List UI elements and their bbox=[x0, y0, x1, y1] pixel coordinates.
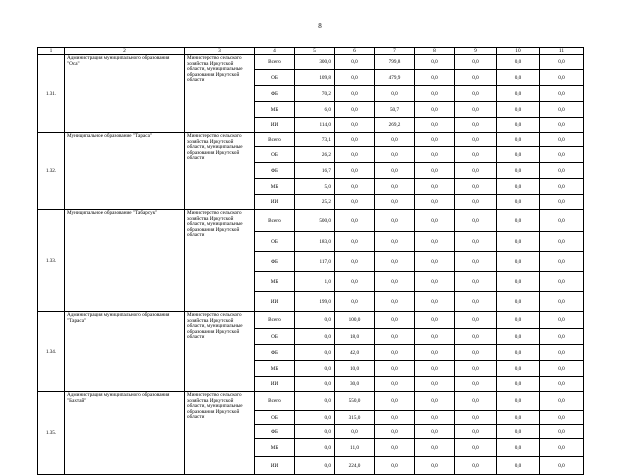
table-row bbox=[38, 133, 584, 147]
amount-cell: 0,0 bbox=[335, 272, 375, 292]
amount-cell: 0,0 bbox=[415, 55, 455, 70]
amount-cell: 0,0 bbox=[335, 118, 375, 133]
amount-cell: 0,0 bbox=[415, 377, 455, 392]
amount-cell: 0,0 bbox=[497, 179, 540, 195]
amount-cell: 0,0 bbox=[415, 86, 455, 102]
amount-cell: 0,0 bbox=[455, 102, 497, 118]
amount-cell: 0,0 bbox=[375, 292, 415, 312]
amount-cell: 0,0 bbox=[415, 439, 455, 457]
header-row bbox=[38, 48, 584, 55]
amount-cell: 109,8 bbox=[295, 70, 335, 86]
amount-cell: 0,0 bbox=[540, 210, 584, 232]
funding-source: ОБ bbox=[255, 411, 295, 425]
organization-name: Администрация муниципального образования "Оса" bbox=[65, 55, 185, 133]
amount-cell: 0,0 bbox=[540, 86, 584, 102]
amount-cell: 0,0 bbox=[540, 377, 584, 392]
amount-cell: 25,2 bbox=[295, 195, 335, 210]
funding-source: ОБ bbox=[255, 232, 295, 252]
amount-cell: 30,0 bbox=[335, 377, 375, 392]
header-cell: 8 bbox=[415, 48, 455, 55]
amount-cell: 0,0 bbox=[497, 345, 540, 361]
amount-cell: 100,0 bbox=[335, 312, 375, 329]
amount-cell: 0,0 bbox=[335, 163, 375, 179]
amount-cell: 269,2 bbox=[375, 118, 415, 133]
table-row bbox=[38, 392, 584, 411]
funding-source: Всего bbox=[255, 210, 295, 232]
table-row bbox=[38, 312, 584, 329]
amount-cell: 0,0 bbox=[540, 292, 584, 312]
amount-cell: 18,0 bbox=[335, 329, 375, 345]
amount-cell: 0,0 bbox=[375, 252, 415, 272]
amount-cell: 0,0 bbox=[415, 210, 455, 232]
amount-cell: 0,0 bbox=[455, 329, 497, 345]
amount-cell: 70,2 bbox=[295, 86, 335, 102]
funding-source: МБ bbox=[255, 361, 295, 377]
amount-cell: 0,0 bbox=[540, 329, 584, 345]
amount-cell: 199,0 bbox=[295, 292, 335, 312]
funding-source: Всего bbox=[255, 312, 295, 329]
amount-cell: 73,1 bbox=[295, 133, 335, 147]
amount-cell: 0,0 bbox=[455, 292, 497, 312]
amount-cell: 0,0 bbox=[540, 179, 584, 195]
amount-cell: 0,0 bbox=[455, 345, 497, 361]
amount-cell: 0,0 bbox=[375, 163, 415, 179]
amount-cell: 0,0 bbox=[375, 147, 415, 163]
funding-source: МБ bbox=[255, 272, 295, 292]
amount-cell: 0,0 bbox=[295, 457, 335, 475]
funding-source: ИИ bbox=[255, 118, 295, 133]
amount-cell: 0,0 bbox=[540, 163, 584, 179]
amount-cell: 0,0 bbox=[455, 252, 497, 272]
amount-cell: 0,0 bbox=[375, 411, 415, 425]
amount-cell: 0,0 bbox=[295, 411, 335, 425]
amount-cell: 0,0 bbox=[540, 195, 584, 210]
amount-cell: 50,7 bbox=[375, 102, 415, 118]
amount-cell: 0,0 bbox=[335, 147, 375, 163]
header-cell: 7 bbox=[375, 48, 415, 55]
amount-cell: 0,0 bbox=[415, 411, 455, 425]
amount-cell: 5,0 bbox=[295, 179, 335, 195]
amount-cell: 0,0 bbox=[455, 70, 497, 86]
amount-cell: 26,2 bbox=[295, 147, 335, 163]
amount-cell: 0,0 bbox=[540, 361, 584, 377]
amount-cell: 0,0 bbox=[540, 425, 584, 439]
amount-cell: 0,0 bbox=[540, 312, 584, 329]
amount-cell: 0,0 bbox=[415, 163, 455, 179]
amount-cell: 500,0 bbox=[295, 210, 335, 232]
item-number: 1.35. bbox=[38, 392, 65, 475]
amount-cell: 0,0 bbox=[497, 361, 540, 377]
amount-cell: 0,0 bbox=[497, 118, 540, 133]
amount-cell: 0,0 bbox=[375, 425, 415, 439]
amount-cell: 0,0 bbox=[295, 361, 335, 377]
budget-table bbox=[37, 47, 584, 475]
amount-cell: 0,0 bbox=[335, 232, 375, 252]
amount-cell: 0,0 bbox=[335, 252, 375, 272]
responsible-ministry: Министерство сельского хозяйства Иркутской области, муниципальные образования Иркутской области bbox=[185, 312, 255, 392]
amount-cell: 300,0 bbox=[295, 55, 335, 70]
header-cell: 3 bbox=[185, 48, 255, 55]
organization-name: Муниципальное образование "Табарсук" bbox=[65, 210, 185, 312]
funding-source: ИИ bbox=[255, 195, 295, 210]
organization-name: Муниципальное образование "Тараса" bbox=[65, 133, 185, 210]
amount-cell: 0,0 bbox=[497, 86, 540, 102]
item-number: 1.33. bbox=[38, 210, 65, 312]
amount-cell: 0,0 bbox=[497, 70, 540, 86]
amount-cell: 6,0 bbox=[295, 102, 335, 118]
funding-source: ФБ bbox=[255, 163, 295, 179]
amount-cell: 10,0 bbox=[335, 361, 375, 377]
amount-cell: 0,0 bbox=[540, 439, 584, 457]
amount-cell: 479,9 bbox=[375, 70, 415, 86]
amount-cell: 0,0 bbox=[455, 361, 497, 377]
amount-cell: 0,0 bbox=[375, 210, 415, 232]
responsible-ministry: Министерство сельского хозяйства Иркутской области, муниципальные образования Иркутской области bbox=[185, 210, 255, 312]
amount-cell: 0,0 bbox=[455, 86, 497, 102]
header-cell: 1 bbox=[38, 48, 65, 55]
amount-cell: 0,0 bbox=[375, 195, 415, 210]
amount-cell: 0,0 bbox=[295, 329, 335, 345]
amount-cell: 0,0 bbox=[455, 377, 497, 392]
amount-cell: 0,0 bbox=[415, 118, 455, 133]
header-cell: 6 bbox=[335, 48, 375, 55]
amount-cell: 0,0 bbox=[375, 133, 415, 147]
amount-cell: 0,0 bbox=[455, 195, 497, 210]
amount-cell: 0,0 bbox=[455, 272, 497, 292]
amount-cell: 0,0 bbox=[455, 439, 497, 457]
amount-cell: 183,0 bbox=[295, 232, 335, 252]
amount-cell: 0,0 bbox=[295, 439, 335, 457]
amount-cell: 0,0 bbox=[455, 55, 497, 70]
amount-cell: 0,0 bbox=[415, 102, 455, 118]
amount-cell: 0,0 bbox=[415, 312, 455, 329]
amount-cell: 0,0 bbox=[497, 272, 540, 292]
amount-cell: 0,0 bbox=[497, 292, 540, 312]
funding-source: ФБ bbox=[255, 345, 295, 361]
amount-cell: 0,0 bbox=[497, 425, 540, 439]
amount-cell: 0,0 bbox=[455, 118, 497, 133]
amount-cell: 0,0 bbox=[295, 392, 335, 411]
amount-cell: 0,0 bbox=[497, 252, 540, 272]
responsible-ministry: Министерство сельского хозяйства Иркутской области, муниципальные образования Иркутской области bbox=[185, 133, 255, 210]
amount-cell: 0,0 bbox=[335, 210, 375, 232]
item-number: 1.32. bbox=[38, 133, 65, 210]
amount-cell: 0,0 bbox=[497, 411, 540, 425]
header-cell: 11 bbox=[540, 48, 584, 55]
amount-cell: 0,0 bbox=[335, 70, 375, 86]
responsible-ministry: Министерство сельского хозяйства Иркутской области, муниципальные образования Иркутской области bbox=[185, 55, 255, 133]
amount-cell: 0,0 bbox=[375, 439, 415, 457]
amount-cell: 0,0 bbox=[415, 232, 455, 252]
amount-cell: 315,0 bbox=[335, 411, 375, 425]
amount-cell: 0,0 bbox=[455, 163, 497, 179]
amount-cell: 0,0 bbox=[497, 232, 540, 252]
amount-cell: 224,0 bbox=[335, 457, 375, 475]
amount-cell: 0,0 bbox=[335, 179, 375, 195]
page-number: 8 bbox=[318, 22, 322, 30]
amount-cell: 0,0 bbox=[455, 457, 497, 475]
amount-cell: 0,0 bbox=[540, 118, 584, 133]
header-cell: 4 bbox=[255, 48, 295, 55]
responsible-ministry: Министерство сельского хозяйства Иркутской области, муниципальные образования Иркутской области bbox=[185, 392, 255, 475]
amount-cell: 0,0 bbox=[375, 179, 415, 195]
funding-source: ФБ bbox=[255, 86, 295, 102]
amount-cell: 0,0 bbox=[540, 345, 584, 361]
amount-cell: 0,0 bbox=[497, 147, 540, 163]
amount-cell: 0,0 bbox=[415, 361, 455, 377]
amount-cell: 0,0 bbox=[415, 272, 455, 292]
amount-cell: 16,7 bbox=[295, 163, 335, 179]
amount-cell: 799,8 bbox=[375, 55, 415, 70]
header-cell: 5 bbox=[295, 48, 335, 55]
item-number: 1.34. bbox=[38, 312, 65, 392]
amount-cell: 0,0 bbox=[540, 133, 584, 147]
amount-cell: 1,0 bbox=[295, 272, 335, 292]
header-cell: 10 bbox=[497, 48, 540, 55]
funding-source: ИИ bbox=[255, 377, 295, 392]
amount-cell: 0,0 bbox=[497, 312, 540, 329]
amount-cell: 0,0 bbox=[415, 133, 455, 147]
amount-cell: 0,0 bbox=[497, 210, 540, 232]
funding-source: ИИ bbox=[255, 457, 295, 475]
funding-source: ИИ bbox=[255, 292, 295, 312]
amount-cell: 0,0 bbox=[455, 210, 497, 232]
amount-cell: 0,0 bbox=[455, 411, 497, 425]
amount-cell: 0,0 bbox=[540, 147, 584, 163]
amount-cell: 0,0 bbox=[497, 102, 540, 118]
organization-name: Администрация муниципального образования "Бахтай" bbox=[65, 392, 185, 475]
amount-cell: 0,0 bbox=[497, 163, 540, 179]
amount-cell: 114,0 bbox=[295, 118, 335, 133]
funding-source: ОБ bbox=[255, 147, 295, 163]
amount-cell: 0,0 bbox=[295, 345, 335, 361]
funding-source: МБ bbox=[255, 439, 295, 457]
amount-cell: 0,0 bbox=[375, 457, 415, 475]
amount-cell: 0,0 bbox=[497, 195, 540, 210]
amount-cell: 0,0 bbox=[497, 55, 540, 70]
amount-cell: 0,0 bbox=[415, 329, 455, 345]
amount-cell: 0,0 bbox=[375, 329, 415, 345]
organization-name: Администрация муниципального образования "Тараса" bbox=[65, 312, 185, 392]
amount-cell: 0,0 bbox=[375, 86, 415, 102]
funding-source: МБ bbox=[255, 102, 295, 118]
amount-cell: 0,0 bbox=[415, 457, 455, 475]
amount-cell: 11,0 bbox=[335, 439, 375, 457]
amount-cell: 0,0 bbox=[540, 102, 584, 118]
amount-cell: 0,0 bbox=[497, 133, 540, 147]
header-cell: 2 bbox=[65, 48, 185, 55]
table-row bbox=[38, 210, 584, 232]
amount-cell: 0,0 bbox=[335, 55, 375, 70]
funding-source: ФБ bbox=[255, 425, 295, 439]
amount-cell: 0,0 bbox=[415, 252, 455, 272]
amount-cell: 0,0 bbox=[455, 312, 497, 329]
amount-cell: 117,0 bbox=[295, 252, 335, 272]
amount-cell: 0,0 bbox=[415, 195, 455, 210]
funding-source: Всего bbox=[255, 392, 295, 411]
amount-cell: 0,0 bbox=[375, 361, 415, 377]
funding-source: ОБ bbox=[255, 329, 295, 345]
amount-cell: 0,0 bbox=[540, 70, 584, 86]
amount-cell: 0,0 bbox=[455, 147, 497, 163]
amount-cell: 0,0 bbox=[497, 377, 540, 392]
amount-cell: 0,0 bbox=[497, 329, 540, 345]
amount-cell: 0,0 bbox=[540, 457, 584, 475]
amount-cell: 0,0 bbox=[335, 195, 375, 210]
amount-cell: 0,0 bbox=[335, 102, 375, 118]
amount-cell: 0,0 bbox=[295, 312, 335, 329]
amount-cell: 0,0 bbox=[455, 232, 497, 252]
amount-cell: 0,0 bbox=[540, 392, 584, 411]
amount-cell: 0,0 bbox=[415, 392, 455, 411]
funding-source: ОБ bbox=[255, 70, 295, 86]
amount-cell: 0,0 bbox=[415, 425, 455, 439]
funding-source: Всего bbox=[255, 55, 295, 70]
amount-cell: 0,0 bbox=[415, 70, 455, 86]
amount-cell: 0,0 bbox=[415, 345, 455, 361]
amount-cell: 0,0 bbox=[375, 232, 415, 252]
amount-cell: 0,0 bbox=[455, 179, 497, 195]
funding-source: ФБ bbox=[255, 252, 295, 272]
item-number: 1.31. bbox=[38, 55, 65, 133]
amount-cell: 0,0 bbox=[540, 55, 584, 70]
funding-source: Всего bbox=[255, 133, 295, 147]
amount-cell: 0,0 bbox=[540, 252, 584, 272]
amount-cell: 0,0 bbox=[295, 377, 335, 392]
amount-cell: 0,0 bbox=[497, 392, 540, 411]
amount-cell: 0,0 bbox=[375, 272, 415, 292]
amount-cell: 0,0 bbox=[540, 272, 584, 292]
amount-cell: 0,0 bbox=[455, 133, 497, 147]
amount-cell: 0,0 bbox=[375, 312, 415, 329]
amount-cell: 0,0 bbox=[295, 425, 335, 439]
amount-cell: 0,0 bbox=[335, 292, 375, 312]
amount-cell: 550,0 bbox=[335, 392, 375, 411]
amount-cell: 0,0 bbox=[497, 439, 540, 457]
funding-source: МБ bbox=[255, 179, 295, 195]
amount-cell: 0,0 bbox=[415, 179, 455, 195]
amount-cell: 0,0 bbox=[415, 147, 455, 163]
amount-cell: 0,0 bbox=[375, 345, 415, 361]
amount-cell: 0,0 bbox=[335, 133, 375, 147]
amount-cell: 0,0 bbox=[335, 86, 375, 102]
amount-cell: 0,0 bbox=[540, 232, 584, 252]
amount-cell: 42,0 bbox=[335, 345, 375, 361]
amount-cell: 0,0 bbox=[455, 392, 497, 411]
amount-cell: 0,0 bbox=[540, 411, 584, 425]
amount-cell: 0,0 bbox=[497, 457, 540, 475]
amount-cell: 0,0 bbox=[335, 425, 375, 439]
amount-cell: 0,0 bbox=[415, 292, 455, 312]
table-row bbox=[38, 55, 584, 70]
amount-cell: 0,0 bbox=[375, 392, 415, 411]
header-cell: 9 bbox=[455, 48, 497, 55]
amount-cell: 0,0 bbox=[375, 377, 415, 392]
amount-cell: 0,0 bbox=[455, 425, 497, 439]
